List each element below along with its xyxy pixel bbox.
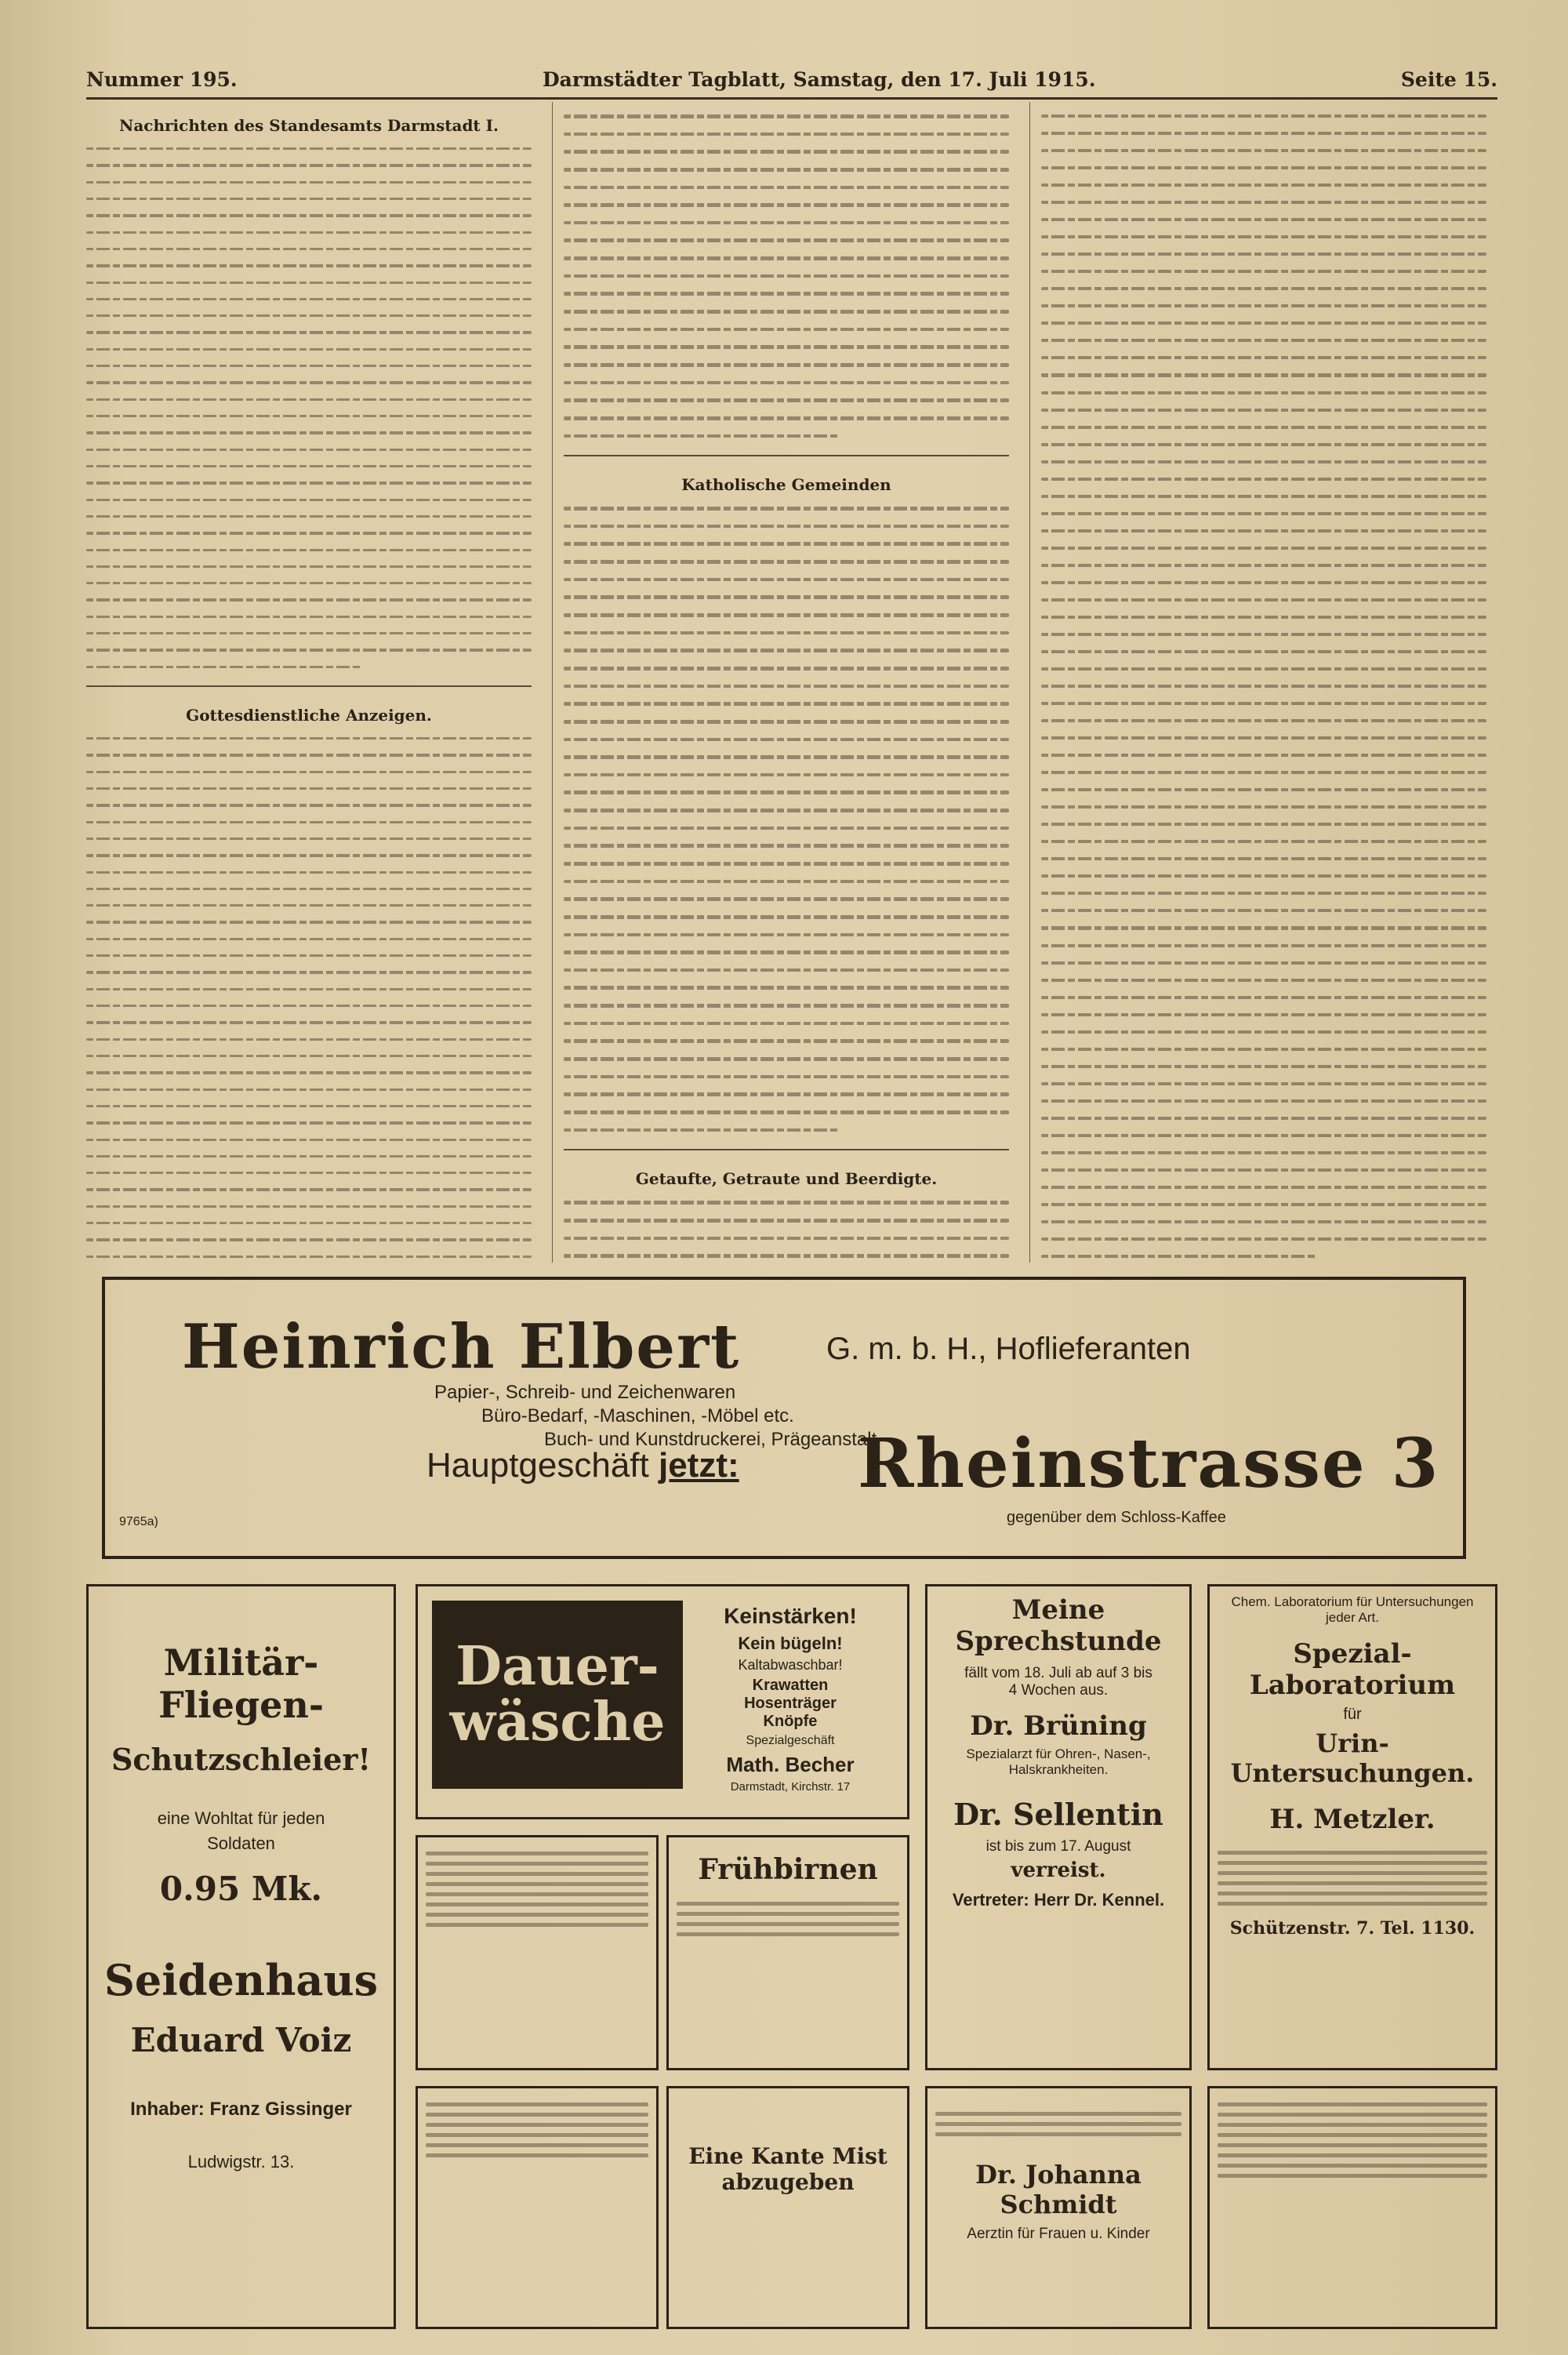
ad-text: für — [1343, 1706, 1362, 1723]
ad-text: fällt vom 18. Juli ab auf 3 bis — [964, 1665, 1152, 1681]
small-ad — [416, 1835, 659, 2070]
ad-text: Vertreter: Herr Dr. Kennel. — [952, 1890, 1165, 1910]
column-3 — [1029, 102, 1497, 1263]
column-1 — [86, 102, 543, 1263]
ad-text: Spezialgeschäft — [746, 1734, 835, 1747]
ad-text: Aerztin für Frauen u. Kinder — [967, 2226, 1150, 2242]
ad-title: Meine Sprechstunde — [955, 1594, 1162, 1657]
ad-price: 0.95 Mk. — [159, 1870, 323, 1908]
ad-text: Soldaten — [207, 1833, 275, 1853]
ad-title: Schutzschleier! — [111, 1742, 372, 1777]
ad-title: Spezial-Laboratorium — [1249, 1638, 1456, 1701]
masthead — [86, 61, 1497, 100]
ad-street: Rheinstrasse 3 — [858, 1424, 1440, 1503]
ad-title: Militär-Fliegen- — [158, 1641, 324, 1726]
kante-ad — [666, 2086, 909, 2329]
laboratorium-ad — [1207, 1584, 1497, 2070]
ad-jetzt: jetzt: — [658, 1446, 739, 1485]
ad-shop: Eduard Voiz — [130, 2021, 352, 2059]
ad-text: Kein bügeln! — [738, 1634, 843, 1653]
ad-company-suffix: G. m. b. H., Hoflieferanten — [826, 1332, 1191, 1366]
issue-number: Nummer 195. — [86, 67, 238, 91]
ad-text: 4 Wochen aus. — [1008, 1682, 1109, 1699]
column-heading: Nachrichten des Standesamts Darmstadt I. — [119, 116, 499, 135]
ad-text: Schützenstr. 7. Tel. 1130. — [1229, 1918, 1475, 1939]
fruehbirnen-ad — [666, 1835, 909, 2070]
ad-name: Dr. Johanna Schmidt — [975, 2160, 1142, 2219]
column-heading: Katholische Gemeinden — [681, 475, 891, 495]
small-ad — [1207, 2086, 1497, 2329]
ad-haupt-label: Hauptgeschäft — [426, 1446, 649, 1485]
ad-text: Krawatten — [752, 1677, 829, 1694]
dauerwaesche-ad — [416, 1584, 909, 1819]
ad-code: 9765a) — [119, 1515, 158, 1528]
ad-name: Dr. Brüning — [970, 1710, 1147, 1742]
ad-name: H. Metzler. — [1269, 1804, 1436, 1835]
ad-title: Urin-Untersuchungen. — [1230, 1728, 1475, 1788]
sprechstunde-ad — [925, 1584, 1192, 2070]
ad-text: Chem. Laboratorium für Untersuchungen jeder Art. — [1231, 1594, 1474, 1625]
ad-title: Eine Kante Mist abzugeben — [688, 2143, 887, 2195]
ad-text: Hosenträger — [744, 1695, 837, 1712]
ad-name: Dr. Sellentin — [953, 1797, 1163, 1832]
ad-text: Kaltabwaschbar! — [738, 1657, 843, 1673]
ad-address: Ludwigstr. 13. — [187, 2152, 295, 2171]
ad-subline: gegenüber dem Schloss-Kaffee — [1007, 1509, 1226, 1526]
ad-details — [692, 1604, 888, 1794]
small-ad — [416, 2086, 659, 2329]
ad-text: Knöpfe — [763, 1713, 818, 1730]
ad-dauer-box — [432, 1601, 683, 1789]
ad-text: Spezialarzt für Ohren-, Nasen-, Halskrankheiten. — [966, 1746, 1151, 1777]
paper-title-date: Darmstädter Tagblatt, Samstag, den 17. Juli 1915. — [542, 67, 1096, 91]
heinrich-elbert-ad — [102, 1277, 1466, 1559]
schmidt-ad — [925, 2086, 1192, 2329]
ad-text: Darmstadt, Kirchstr. 17 — [730, 1780, 851, 1794]
ad-owner: Inhaber: Franz Gissinger — [130, 2099, 352, 2120]
ad-title: wäsche — [449, 1691, 666, 1754]
ad-text: verreist. — [1011, 1859, 1106, 1882]
column-heading: Gottesdienstliche Anzeigen. — [186, 706, 432, 725]
ad-line: Buch- und Kunstdruckerei, Prägeanstalt — [544, 1429, 877, 1450]
column-heading: Getaufte, Getraute und Beerdigte. — [635, 1169, 938, 1189]
column-2 — [552, 102, 1020, 1263]
ad-title: Dauer- — [456, 1634, 659, 1698]
ad-line: Büro-Bedarf, -Maschinen, -Möbel etc. — [481, 1405, 794, 1426]
ad-text: eine Wohltat für jeden — [157, 1808, 325, 1828]
ad-line: Papier-, Schreib- und Zeichenwaren — [434, 1382, 736, 1403]
ad-haupt — [426, 1446, 739, 1485]
ad-title: Frühbirnen — [698, 1853, 878, 1886]
article-columns — [86, 102, 1497, 1263]
ad-text: Keinstärken! — [724, 1604, 857, 1628]
ad-text: ist bis zum 17. August — [985, 1838, 1131, 1855]
ad-shop: Seidenhaus — [103, 1955, 379, 2005]
militaer-ad — [86, 1584, 396, 2329]
page-number: Seite 15. — [1400, 67, 1497, 91]
ad-text: Math. Becher — [726, 1753, 855, 1776]
ad-company-name: Heinrich Elbert — [182, 1311, 741, 1383]
